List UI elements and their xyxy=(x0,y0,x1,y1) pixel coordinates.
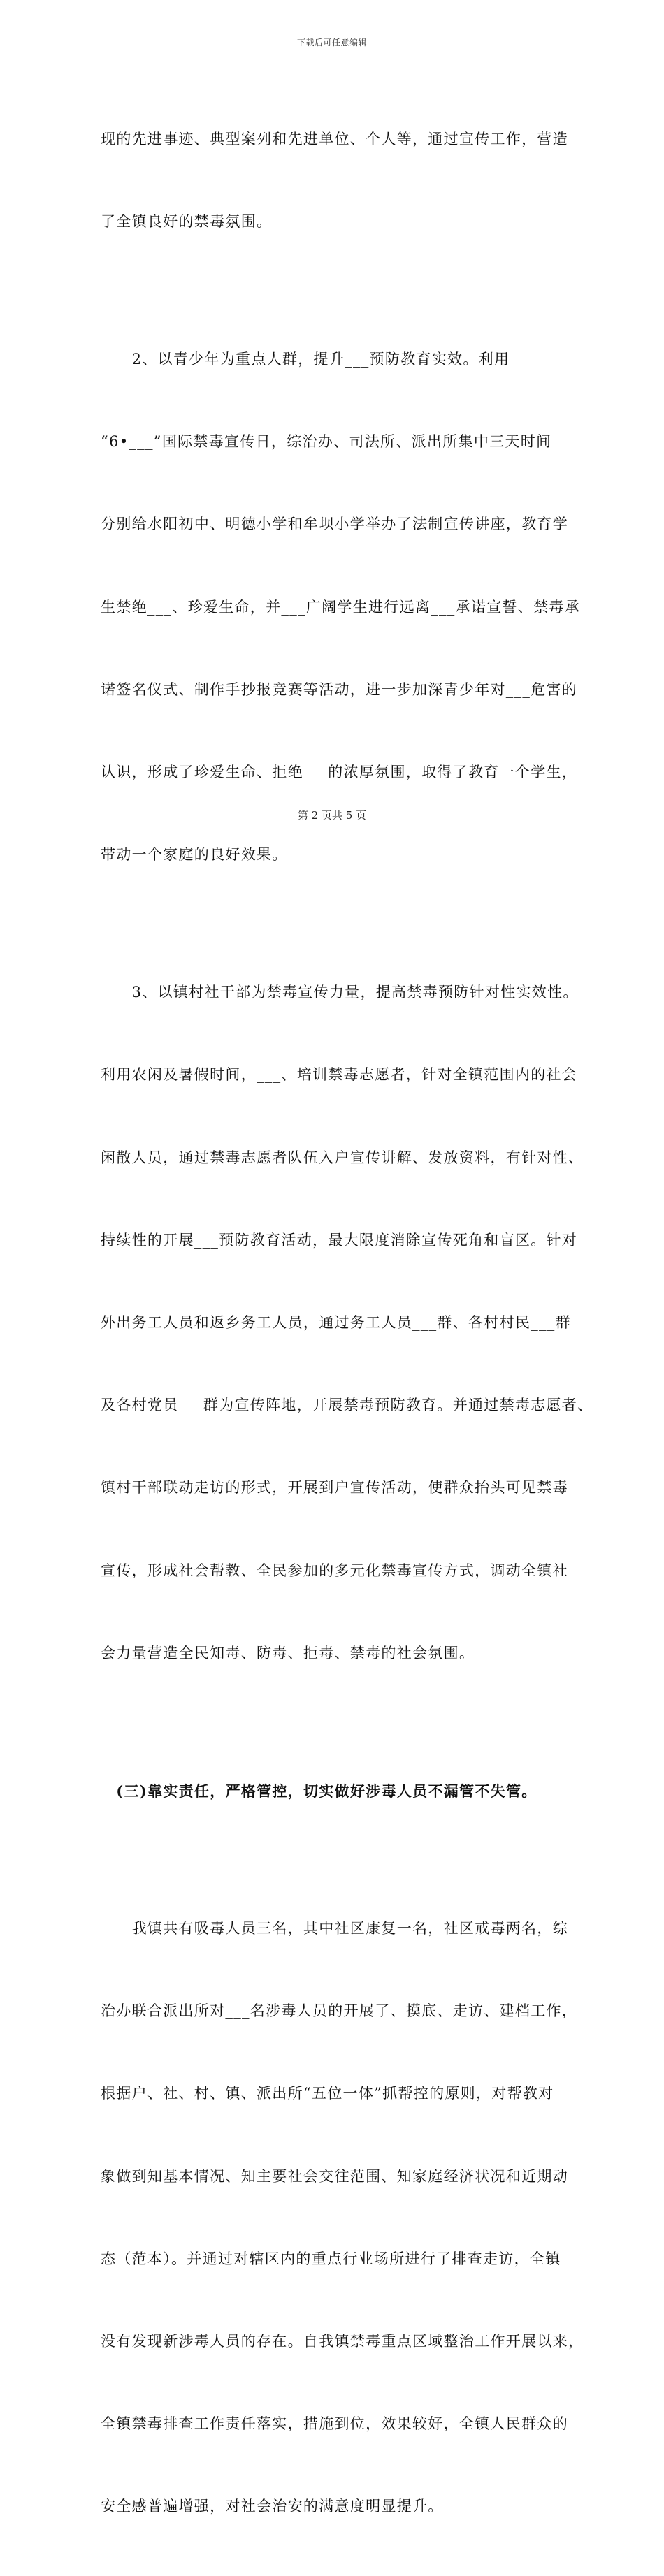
heading-line: (三)靠实责任，严格管控，切实做好涉毒人员不漏管不失管。 xyxy=(101,1782,537,1800)
text-line: 镇村干部联动走访的形式，开展到户宣传活动，使群众抬头可见禁毒 xyxy=(101,1479,568,1497)
paragraph xyxy=(101,291,580,924)
text-line: 治办联合派出所对___名涉毒人员的开展了、摸底、走访、建档工作， xyxy=(101,2002,578,2020)
text-line: 没有发现新涉毒人员的存在。自我镇禁毒重点区域整治工作开展以来， xyxy=(101,2332,584,2350)
paragraph xyxy=(101,924,593,1722)
text-line: 生禁绝___、珍爱生命，并___广阔学生进行远离___承诺宣誓、禁毒承 xyxy=(101,598,580,616)
text-line: 态（范本）。并通过对辖区内的重点行业场所进行了排查走访，全镇 xyxy=(101,2250,561,2267)
paragraph xyxy=(101,1860,584,2575)
text-line: 会力量营造全民知毒、防毒、拒毒、禁毒的社会氛围。 xyxy=(101,1644,475,1661)
text-line: 了全镇良好的禁毒氛围。 xyxy=(101,213,273,231)
text-line: 闲散人员，通过禁毒志愿者队伍入户宣传讲解、发放资料，有针对性、 xyxy=(101,1149,584,1166)
text-line: 认识，形成了珍爱生命、拒绝___的浓厚氛围，取得了教育一个学生， xyxy=(101,764,578,781)
text-line: 安全感普遍增强，对社会治安的满意度明显提升。 xyxy=(101,2498,444,2515)
text-line: 持续性的开展___预防教育活动，最大限度消除宣传死角和盲区。针对 xyxy=(101,1231,578,1249)
text-line: 及各村党员___群为宣传阵地，开展禁毒预防教育。并通过禁毒志愿者、 xyxy=(101,1397,593,1414)
document-body xyxy=(101,71,593,2576)
text-line: 根据户、社、村、镇、派出所“五位一体”抓帮控的原则，对帮教对 xyxy=(101,2085,554,2102)
page-number: 第 2 页共 5 页 xyxy=(297,809,367,822)
text-line: 带动一个家庭的良好效果。 xyxy=(101,846,288,864)
paragraph xyxy=(101,71,576,291)
text-line: 我镇共有吸毒人员三名，其中社区康复一名，社区戒毒两名，综 xyxy=(101,1919,568,1937)
text-line: 象做到知基本情况、知主要社会交往范围、知家庭经济状况和近期动 xyxy=(101,2167,568,2185)
text-line: 现的先进事迹、典型案列和先进单位、个人等，通过宣传工作，营造 xyxy=(101,130,568,147)
text-line: 全镇禁毒排查工作责任落实，措施到位，效果较好，全镇人民群众的 xyxy=(101,2415,568,2433)
text-line: 2、以青少年为重点人群，提升___预防教育实效。利用 xyxy=(101,351,510,368)
text-line: 宣传，形成社会帮教、全民参加的多元化禁毒宣传方式，调动全镇社 xyxy=(101,1562,568,1579)
text-line: 诺签名仪式、制作手抄报竞赛等活动，进一步加深青少年对___危害的 xyxy=(101,681,578,698)
text-line: 利用农闲及暑假时间，___、培训禁毒志愿者，针对全镇范围内的社会 xyxy=(101,1066,578,1084)
text-line: 分别给水阳初中、明德小学和牟坝小学举办了法制宣传讲座，教育学 xyxy=(101,516,568,533)
section-heading xyxy=(101,1722,576,1860)
page-header: 下载后可任意编辑 xyxy=(296,38,367,48)
text-line: 外出务工人员和返乡务工人员，通过务工人员___群、各村村民___群 xyxy=(101,1314,571,1332)
text-line: 3、以镇村社干部为禁毒宣传力量，提高禁毒预防针对性实效性。 xyxy=(101,984,579,1001)
text-line: “6•___”国际禁毒宣传日，综治办、司法所、派出所集中三天时间 xyxy=(101,433,552,451)
